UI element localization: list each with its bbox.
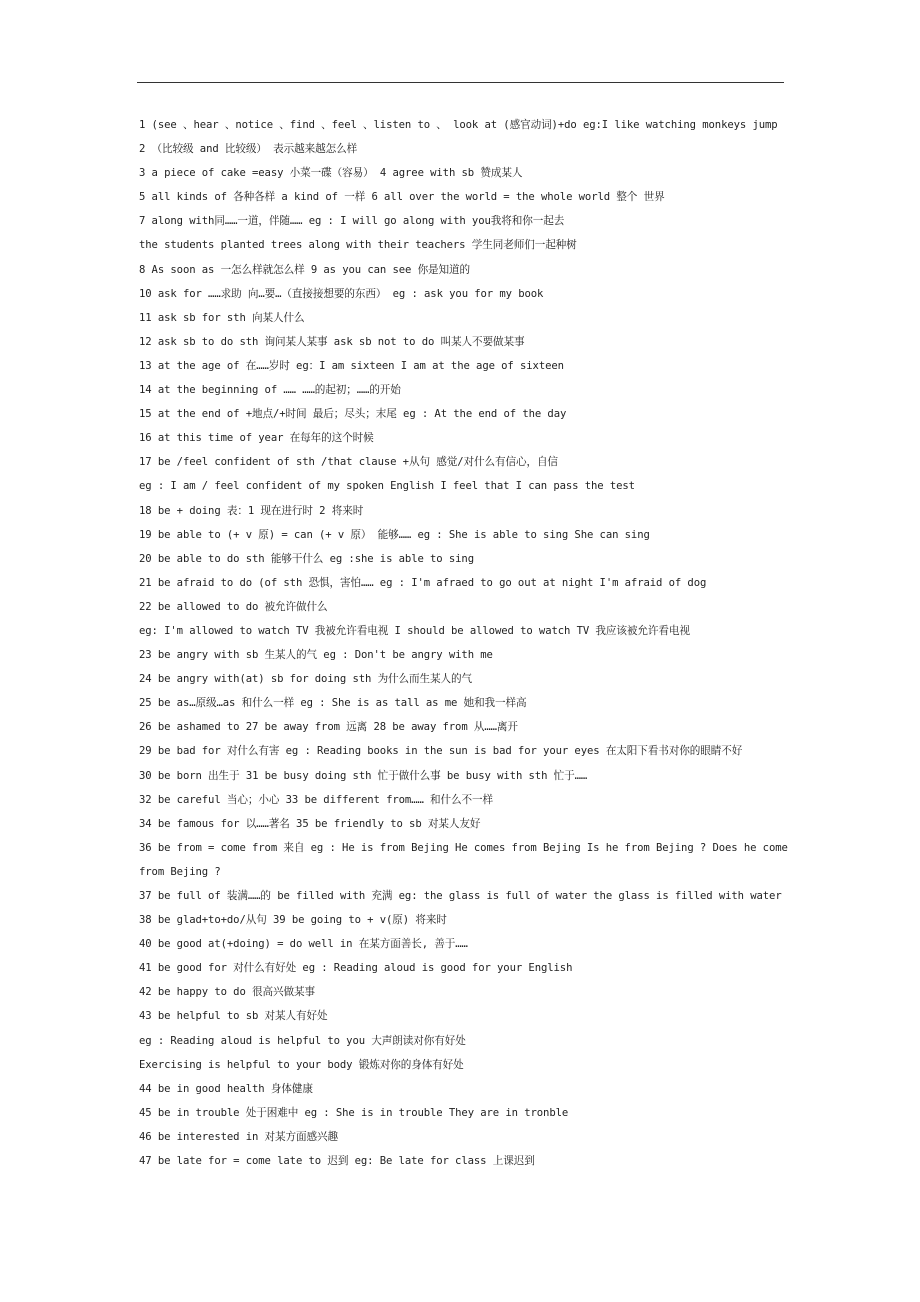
text-line: 25 be as…原级…as 和什么一样 eg : She is as tall as me 她和我一样高 [139, 697, 527, 710]
text-line: 43 be helpful to sb 对某人有好处 [139, 1010, 328, 1023]
text-line: 3 a piece of cake =easy 小菜一碟（容易） 4 agree with sb 赞成某人 [139, 167, 523, 180]
text-line: Exercising is helpful to your body 锻炼对你的身体有好处 [139, 1058, 464, 1071]
text-line: 38 be glad+to+do/从句 39 be going to + v(原) 将来时 [139, 914, 447, 927]
text-line: 24 be angry with(at) sb for doing sth 为什么而生某人的气 [139, 673, 473, 686]
text-line: 20 be able to do sth 能够干什么 eg :she is able to sing [139, 552, 474, 565]
text-line: eg : I am / feel confident of my spoken English I feel that I can pass the test [139, 480, 635, 493]
text-line: 2 （比较级 and 比较级） 表示越来越怎么样 [139, 143, 358, 156]
text-line: 29 be bad for 对什么有害 eg : Reading books in the sun is bad for your eyes 在太阳下看书对你的眼睛不好 [139, 745, 743, 758]
text-line: 41 be good for 对什么有好处 eg : Reading aloud is good for your English [139, 962, 573, 975]
text-line: 11 ask sb for sth 向某人什么 [139, 311, 305, 324]
text-line: 42 be happy to do 很高兴做某事 [139, 986, 315, 999]
text-line: 14 at the beginning of …… ……的起初；……的开始 [139, 384, 401, 397]
text-line: 15 at the end of +地点/+时间 最后；尽头；末尾 eg : At the end of the day [139, 408, 567, 421]
header-rule [137, 82, 784, 83]
text-line: eg : Reading aloud is helpful to you 大声朗读对你有好处 [139, 1034, 466, 1047]
text-line: the students planted trees along with their teachers 学生同老师们一起种树 [139, 239, 577, 252]
text-line: 23 be angry with sb 生某人的气 eg : Don't be angry with me [139, 649, 493, 662]
text-line: 7 along with同……一道，伴随…… eg : I will go along with you我将和你一起去 [139, 215, 565, 228]
text-line: 34 be famous for 以……著名 35 be friendly to sb 对某人友好 [139, 817, 481, 830]
text-line: 30 be born 出生于 31 be busy doing sth 忙于做什么事 be busy with sth 忙于…… [139, 769, 588, 782]
text-line: 12 ask sb to do sth 询问某人某事 ask sb not to do 叫某人不要做某事 [139, 335, 525, 348]
text-line: 26 be ashamed to 27 be away from 远离 28 be away from 从……离开 [139, 721, 518, 734]
text-line: from Bejing ? [139, 865, 221, 878]
text-line: 45 be in trouble 处于困难中 eg : She is in trouble They are in tronble [139, 1106, 569, 1119]
text-line: 46 be interested in 对某方面感兴趣 [139, 1130, 339, 1143]
text-line: 10 ask for ……求助 向…要…（直接接想要的东西） eg : ask you for my book [139, 287, 544, 300]
text-lines [139, 113, 809, 1173]
text-line: eg: I'm allowed to watch TV 我被允许看电视 I should be allowed to watch TV 我应该被允许看电视 [139, 624, 690, 637]
text-line: 47 be late for = come late to 迟到 eg: Be late for class 上课迟到 [139, 1155, 535, 1168]
text-line: 22 be allowed to do 被允许做什么 [139, 600, 328, 613]
text-line: 13 at the age of 在……岁时 eg：I am sixteen I am at the age of sixteen [139, 359, 564, 372]
text-line: 32 be careful 当心；小心 33 be different from…… 和什么不一样 [139, 793, 493, 806]
text-line: 18 be + doing 表：1 现在进行时 2 将来时 [139, 504, 364, 517]
text-line: 19 be able to (+ v 原) = can (+ v 原） 能够…… eg : She is able to sing She can sing [139, 528, 650, 541]
text-line: 40 be good at(+doing) = do well in 在某方面善长, 善于…… [139, 938, 468, 951]
text-line: 8 As soon as 一怎么样就怎么样 9 as you can see 你是知道的 [139, 263, 471, 276]
text-line: 44 be in good health 身体健康 [139, 1082, 313, 1095]
text-line: 5 all kinds of 各种各样 a kind of 一样 6 all over the world = the whole world 整个 世界 [139, 191, 665, 204]
text-line: 21 be afraid to do (of sth 恐惧，害怕…… eg : I'm afraed to go out at night I'm afraid of dog [139, 576, 707, 589]
text-line: 17 be /feel confident of sth /that clause +从句 感觉/对什么有信心，自信 [139, 456, 558, 469]
text-line: 16 at this time of year 在每年的这个时候 [139, 432, 374, 445]
text-line: 37 be full of 装满……的 be filled with 充满 eg: the glass is full of water the glass is filled with water [139, 890, 782, 902]
text-line: 1 (see 、hear 、notice 、find 、feel 、listen to 、 look at (感官动词)+do eg:I like watching monkeys jump [139, 119, 778, 131]
text-line: 36 be from = come from 来自 eg : He is from Bejing He comes from Bejing Is he from Bejing ? Does he come [139, 841, 788, 854]
